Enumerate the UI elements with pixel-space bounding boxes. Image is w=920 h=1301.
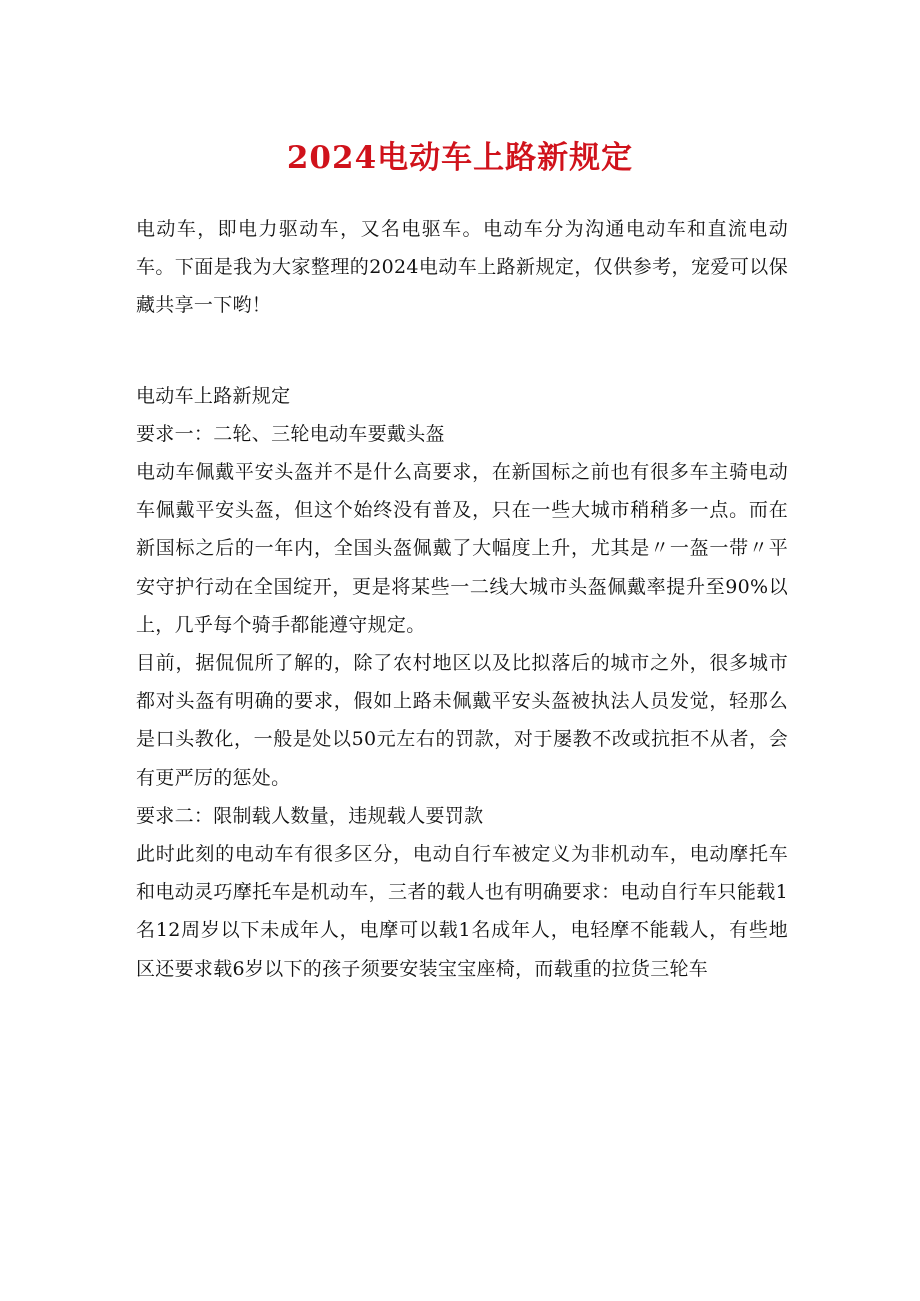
intro-paragraph: 电动车，即电力驱动车，又名电驱车。电动车分为沟通电动车和直流电动车。下面是我为大家整理的2024电动车上路新规定，仅供参考，宠爱可以保藏共享一下哟！ — [136, 218, 788, 317]
requirement-two-heading: 要求二：限制载人数量，违规载人要罚款 — [136, 804, 484, 827]
requirement-one-heading: 要求一：二轮、三轮电动车要戴头盔 — [136, 422, 445, 445]
requirement-one-paragraph-2: 目前，据侃侃所了解的，除了农村地区以及比拟落后的城市之外，很多城市都对头盔有明确的要求，假如上路未佩戴平安头盔被执法人员发觉，轻那么是口头教化，一般是处以50元左右的罚款，对于屡教不改或抗拒不从者，会有更严厉的惩处。 — [136, 652, 788, 789]
section-heading: 电动车上路新规定 — [136, 384, 291, 407]
document-title: 2024电动车上路新规定 — [286, 140, 634, 176]
document-body — [136, 210, 788, 988]
requirement-one-paragraph-1: 电动车佩戴平安头盔并不是什么高要求，在新国标之前也有很多车主骑电动车佩戴平安头盔，但这个始终没有普及，只在一些大城市稍稍多一点。而在新国标之后的一年内，全国头盔佩戴了大幅度上升，尤其是〃一盔一带〃平安守护行动在全国绽开，更是将某些一二线大城市头盔佩戴率提升至90%以上，几乎每个骑手都能遵守规定。 — [136, 461, 788, 636]
requirement-two-paragraph-1: 此时此刻的电动车有很多区分，电动自行车被定义为非机动车，电动摩托车和电动灵巧摩托车是机动车，三者的载人也有明确要求：电动自行车只能载1名12周岁以下未成年人，电摩可以载1名成年人，电轻摩不能载人，有些地区还要求载6岁以下的孩子须要安装宝宝座椅，而载重的拉货三轮车 — [136, 843, 788, 980]
